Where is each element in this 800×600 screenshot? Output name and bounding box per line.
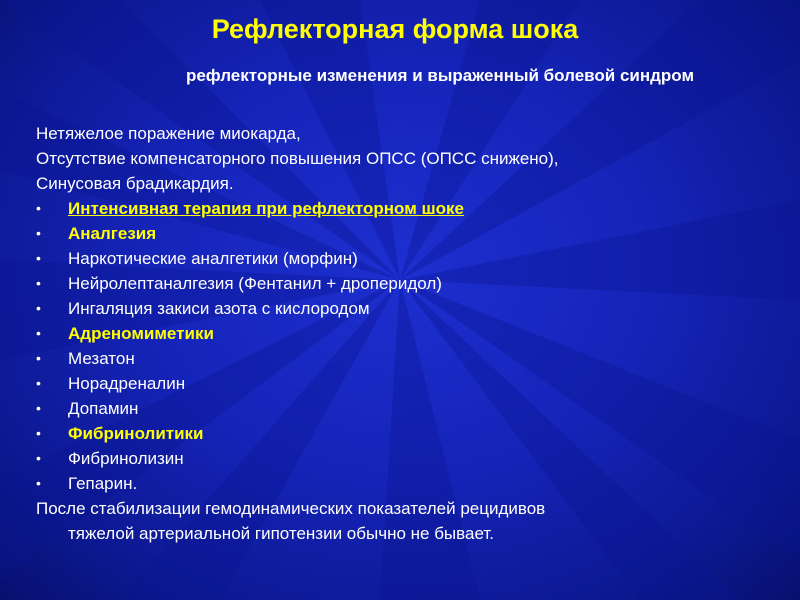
- list-item: [36, 396, 776, 421]
- intro-line: Синусовая брадикардия.: [36, 174, 234, 193]
- bullet-icon: •: [36, 300, 41, 316]
- list-item: [36, 296, 776, 321]
- list-item-text: Нейролептаналгезия (Фентанил + дроперидол): [68, 274, 442, 293]
- list-item: [36, 446, 776, 471]
- list-item: [36, 196, 776, 221]
- closing-paragraph: [36, 496, 776, 546]
- list-item: [36, 421, 776, 446]
- list-item-text: Адреномиметики: [68, 324, 214, 343]
- list-item-text: Допамин: [68, 399, 139, 418]
- bullet-icon: •: [36, 225, 41, 241]
- slide-body: [36, 121, 776, 546]
- bullet-icon: •: [36, 400, 41, 416]
- list-item: [36, 346, 776, 371]
- bullet-icon: •: [36, 275, 41, 291]
- list-item-text: Фибринолитики: [68, 424, 204, 443]
- list-item: [36, 246, 776, 271]
- bullet-icon: •: [36, 350, 41, 366]
- bullet-icon: •: [36, 200, 41, 216]
- closing-line-1: После стабилизации гемодинамических показателей рецидивов: [36, 499, 546, 518]
- closing-line-2: тяжелой артериальной гипотензии обычно не бывает.: [68, 524, 494, 543]
- list-item-text: Ингаляция закиси азота с кислородом: [68, 299, 370, 318]
- slide-subtitle: рефлекторные изменения и выраженный болевой синдром: [185, 66, 695, 85]
- list-item-text: Фибринолизин: [68, 449, 184, 468]
- list-item-text: Аналгезия: [68, 224, 157, 243]
- bullet-list: [36, 196, 776, 496]
- list-item-text: Мезатон: [68, 349, 135, 368]
- bullet-icon: •: [36, 375, 41, 391]
- slide-title: Рефлекторная форма шока: [211, 14, 579, 44]
- bullet-icon: •: [36, 325, 41, 341]
- list-item: [36, 371, 776, 396]
- intro-line: Нетяжелое поражение миокарда,: [36, 124, 301, 143]
- list-item: [36, 321, 776, 346]
- bullet-icon: •: [36, 475, 41, 491]
- bullet-icon: •: [36, 250, 41, 266]
- bullet-icon: •: [36, 450, 41, 466]
- list-item: [36, 271, 776, 296]
- intro-line: Отсутствие компенсаторного повышения ОПСС (ОПСС снижено),: [36, 149, 559, 168]
- list-item-text: Гепарин.: [68, 474, 138, 493]
- list-item-text: Наркотические аналгетики (морфин): [68, 249, 358, 268]
- list-item: [36, 221, 776, 246]
- list-item-text: Норадреналин: [68, 374, 186, 393]
- bullet-icon: •: [36, 425, 41, 441]
- list-item: [36, 471, 776, 496]
- list-item-text: Интенсивная терапия при рефлекторном шоке: [68, 199, 465, 218]
